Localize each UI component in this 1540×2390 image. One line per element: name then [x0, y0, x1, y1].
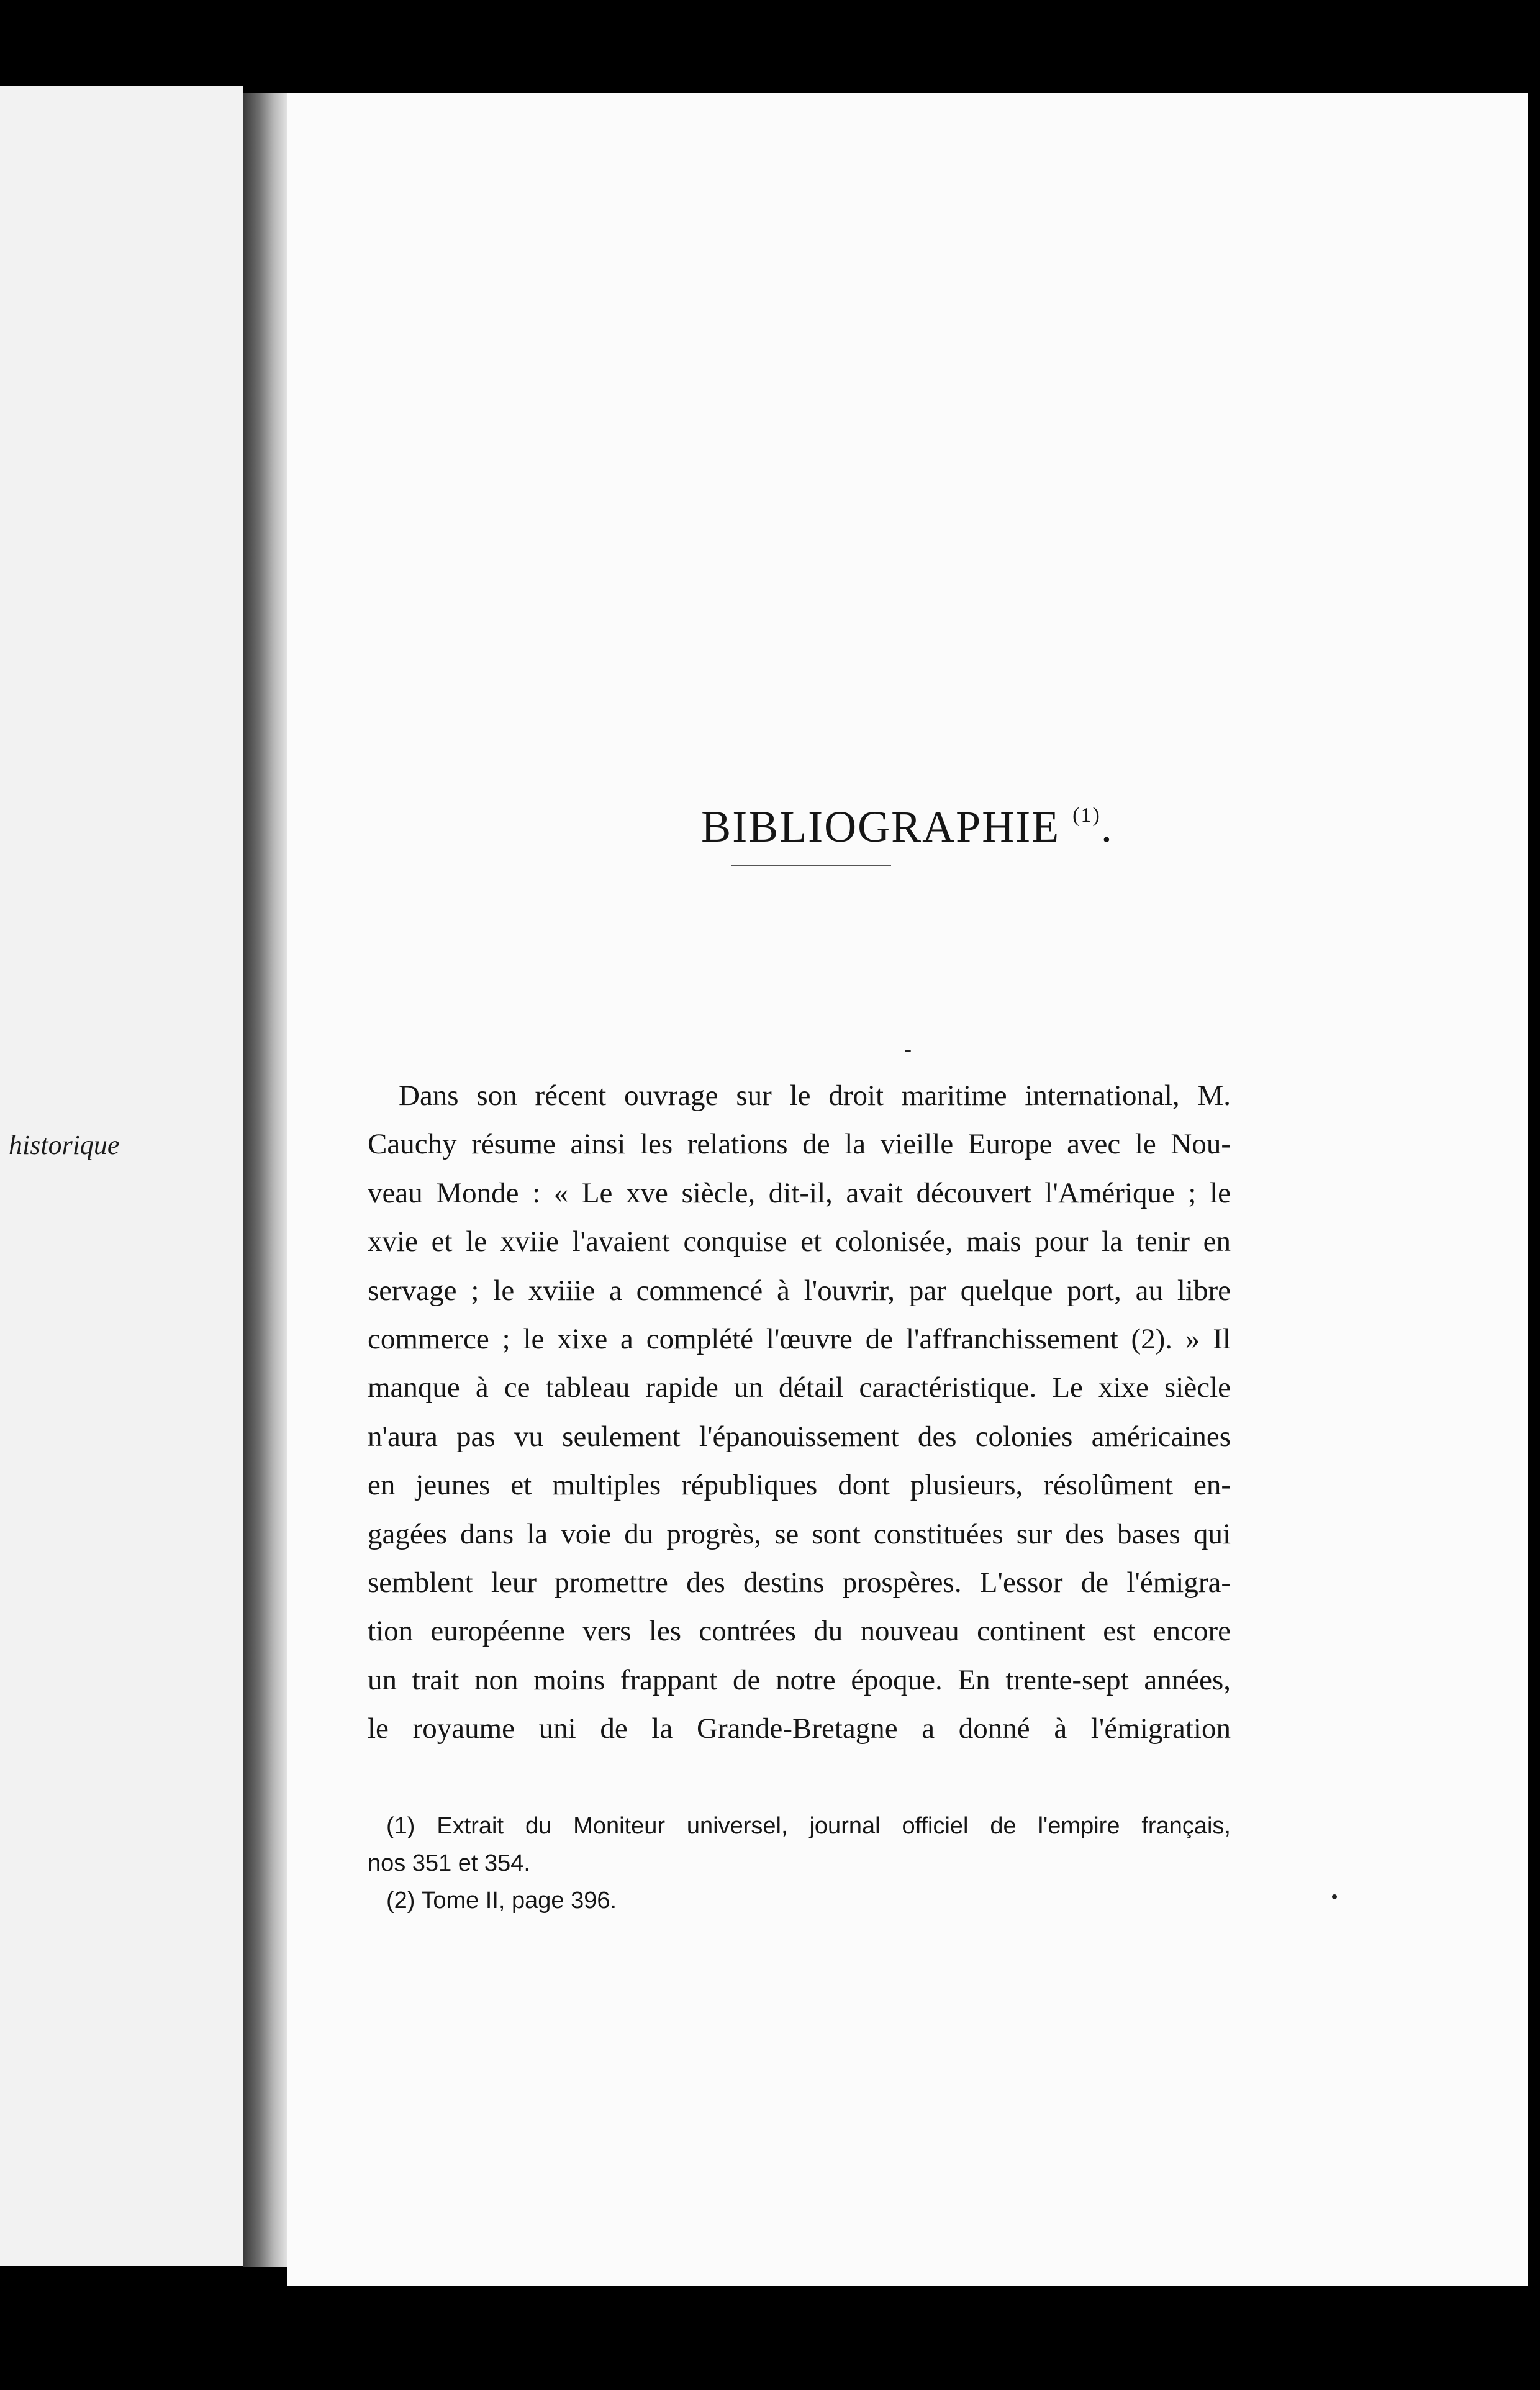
body-line: commerce ; le xixe a complété l'œuvre de l'affranchissement (2). » Il: [368, 1323, 1231, 1356]
body-line: veau Monde : « Le xve siècle, dit-il, avait découvert l'Amérique ; le: [368, 1176, 1231, 1209]
body-line: servage ; le xviiie a commencé à l'ouvrir, par quelque port, au libre: [368, 1274, 1231, 1307]
right-page: [287, 93, 1528, 2286]
left-margin-word: historique: [9, 1130, 120, 1160]
title-text: BIBLIOGRAPHIE: [701, 802, 1061, 852]
body-line: n'aura pas vu seulement l'épanouissement des colonies américaines: [368, 1420, 1231, 1453]
body-line: semblent leur promettre des destins prospères. L'essor de l'émigra-: [368, 1566, 1231, 1599]
ink-speck: [905, 1050, 911, 1052]
title-footnote-marker: (1): [1072, 804, 1101, 827]
body-paragraph: [368, 1071, 1231, 1753]
footnote-1: (1) Extrait du Moniteur universel, journal officiel de l'empire français,: [386, 1813, 1231, 1839]
ink-speck: [1332, 1894, 1337, 1899]
body-line: Dans son récent ouvrage sur le droit maritime international, M.: [399, 1079, 1231, 1112]
book-gutter: [243, 93, 287, 2267]
footnotes: [368, 1807, 1231, 1919]
footnote-1-continuation: nos 351 et 354.: [368, 1850, 530, 1876]
body-line: le royaume uni de la Grande-Bretagne a donné à l'émigration: [368, 1712, 1231, 1745]
page-title: [287, 801, 1528, 853]
body-line: en jeunes et multiples républiques dont plusieurs, résolûment en-: [368, 1469, 1231, 1502]
body-line: un trait non moins frappant de notre époque. En trente-sept années,: [368, 1663, 1231, 1696]
left-page: [0, 86, 243, 2266]
body-line: gagées dans la voie du progrès, se sont constituées sur des bases qui: [368, 1517, 1231, 1550]
body-line: tion européenne vers les contrées du nouveau continent est encore: [368, 1615, 1231, 1648]
body-line: xvie et le xviie l'avaient conquise et colonisée, mais pour la tenir en: [368, 1225, 1231, 1258]
footnote-2: (2) Tome II, page 396.: [386, 1888, 617, 1914]
body-line: manque à ce tableau rapide un détail caractéristique. Le xixe siècle: [368, 1371, 1231, 1404]
title-period: .: [1100, 802, 1113, 852]
body-line: Cauchy résume ainsi les relations de la vieille Europe avec le Nou-: [368, 1128, 1231, 1161]
title-divider: [731, 865, 891, 866]
